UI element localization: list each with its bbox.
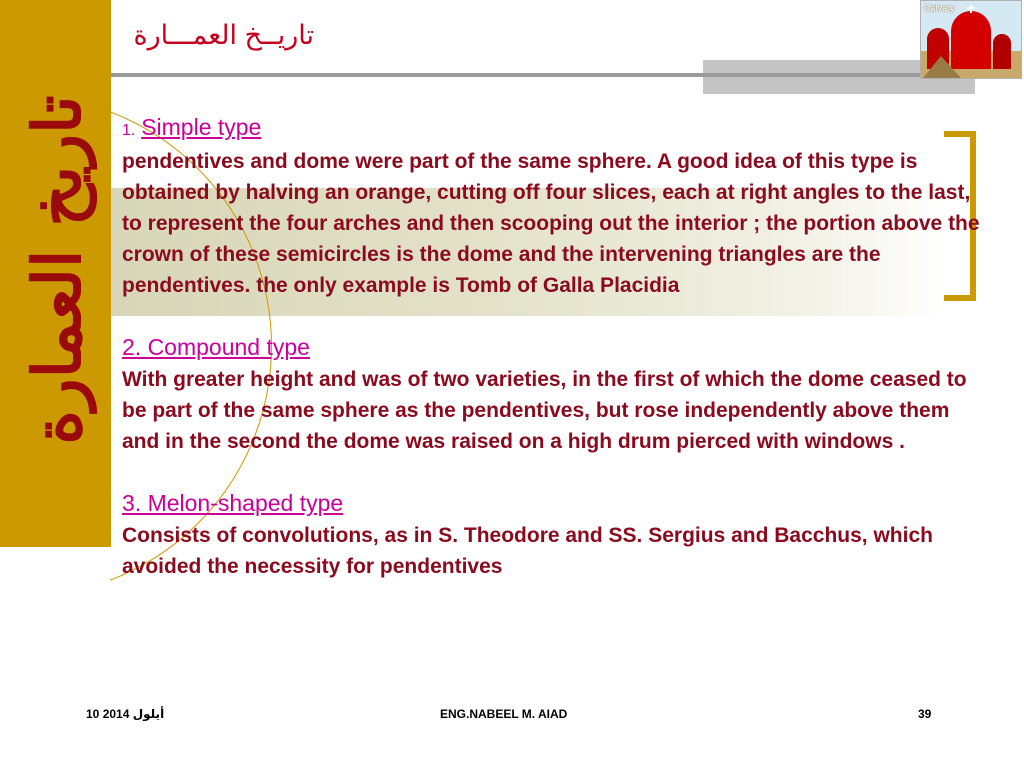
section-2-title: 2. Compound type bbox=[122, 334, 310, 360]
slide-content bbox=[122, 112, 992, 582]
header-title: تاريــخ العمـــارة bbox=[133, 20, 314, 50]
section-1-text: pendentives and dome were part of the same sphere. A good idea of this type is obtained by halving an orange, cutting off four slices, each at right angles to the last, to represent the four arches and then scooping out the interior ; the portion above the crown of these semicircles is the dome and the intervening triangles are the pendentives. the only example is Tomb of Galla Placidia bbox=[122, 150, 980, 297]
corner-illustration bbox=[920, 0, 1022, 79]
footer-date: 10 أيلول 2014 bbox=[86, 707, 165, 721]
section-3-text: Consists of convolutions, as in S. Theodore and SS. Sergius and Bacchus, which avoided the necessity for pendentives bbox=[122, 524, 933, 578]
footer-page-number: 39 bbox=[918, 707, 932, 721]
spacer bbox=[122, 457, 992, 488]
section-1-title: Simple type bbox=[141, 114, 262, 140]
spacer bbox=[122, 301, 992, 332]
section-1-heading bbox=[122, 112, 992, 146]
section-1-number: 1. bbox=[122, 122, 136, 139]
vertical-side-title: تاريخ العمارة bbox=[18, 95, 96, 445]
illustration-caption: Calvary bbox=[924, 3, 955, 13]
section-3-title: 3. Melon-shaped type bbox=[122, 490, 344, 516]
header-rule-dark bbox=[111, 73, 975, 77]
footer-author: ENG.NABEEL M. AIAD bbox=[440, 707, 568, 721]
section-2-text: With greater height and was of two varieties, in the first of which the dome ceased to be part of the same sphere as the pendentives, but rose independently above them and in the second the dome was raised on a high drum pierced with windows . bbox=[122, 368, 967, 453]
